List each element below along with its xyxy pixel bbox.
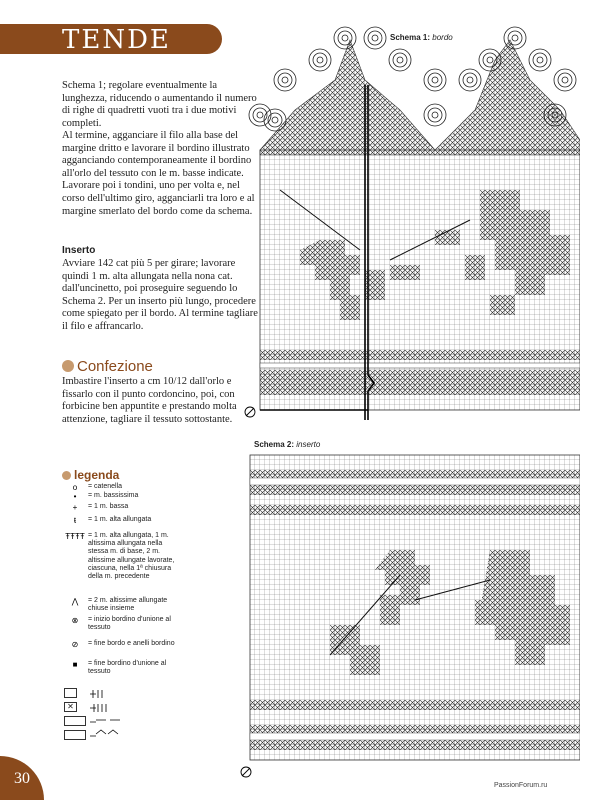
- ring-mark: [428, 73, 442, 87]
- ring-mark: [512, 35, 518, 41]
- legend-symbol: ⊘: [71, 640, 79, 649]
- ring-mark: [533, 53, 547, 67]
- legend-heading-label: legenda: [74, 468, 120, 482]
- title-bar: [0, 24, 222, 54]
- legend-symbol: •: [73, 492, 77, 501]
- legend-symbol: o: [72, 483, 78, 492]
- schema1-chart: [240, 20, 580, 420]
- legend-text: = catenella: [88, 483, 123, 490]
- watermark: PassionForum.ru: [494, 782, 548, 789]
- wide-rectangle-icon: [64, 716, 86, 726]
- ring-mark: [432, 77, 438, 83]
- confezione-heading-label: Confezione: [77, 358, 153, 375]
- legend-symbol: ⋀: [71, 597, 79, 606]
- insert-text: Avviare 142 cat più 5 per girare; lavorare quindi 1 m. alta allungata nella nona cat. dall'uncinetto, poi proseguire seguendo lo Schema 2. Per un inserto più lungo, procedere come spiegato per il bordo. Al termine tagliare il filo e affrancarlo.: [62, 258, 258, 332]
- ring-mark: [257, 112, 263, 118]
- ring-mark: [562, 77, 568, 83]
- legend-text: = 1 m. bassa: [88, 503, 129, 510]
- ring-mark: [393, 53, 407, 67]
- legend-symbol: ⊗: [71, 616, 79, 625]
- ring-mark: [508, 31, 522, 45]
- ring-mark: [537, 57, 543, 63]
- ring-mark: [558, 73, 572, 87]
- ring-mark: [432, 112, 438, 118]
- ring-mark: [428, 108, 442, 122]
- ring-mark: [424, 104, 446, 126]
- ring-mark: [463, 73, 477, 87]
- confezione-heading: [62, 358, 153, 375]
- legend-text: = 2 m. altissime allungate chiuse insieme: [88, 597, 168, 613]
- ring-mark: [249, 104, 271, 126]
- legend-symbol: ŦŦŦŦ: [65, 532, 85, 541]
- legend-symbol: +: [72, 503, 78, 512]
- legend-text: = m. bassissima: [88, 492, 139, 499]
- ring-mark: [274, 69, 296, 91]
- ring-mark: [278, 73, 292, 87]
- insert-heading: Inserto: [62, 245, 96, 256]
- stitch-symbols: [84, 684, 184, 754]
- ring-mark: [272, 117, 278, 123]
- page-title: TENDE: [62, 25, 171, 55]
- ring-mark: [424, 69, 446, 91]
- legend-text: = inizio bordino d'unione al tessuto: [88, 616, 171, 632]
- schema2-label: [254, 440, 320, 449]
- ring-mark: [467, 77, 473, 83]
- ring-mark: [504, 27, 526, 49]
- v-rectangle-icon: [64, 730, 86, 740]
- ring-mark: [372, 35, 378, 41]
- schema2-label-bold: Schema 2:: [254, 440, 295, 449]
- ring-mark: [459, 69, 481, 91]
- legend-text: = fine bordo e anelli bordino: [88, 640, 175, 647]
- schema2-chart: [240, 450, 580, 790]
- legend-symbol: ŧ: [73, 516, 77, 525]
- ring-mark: [342, 35, 348, 41]
- ring-mark: [338, 31, 352, 45]
- ring-mark: [368, 31, 382, 45]
- ring-mark: [554, 69, 576, 91]
- ring-mark: [364, 27, 386, 49]
- ring-mark: [264, 109, 286, 131]
- ring-mark: [309, 49, 331, 71]
- schema1-label-italic: bordo: [432, 33, 453, 42]
- bullet-dot-icon: [62, 360, 74, 372]
- ring-mark: [487, 57, 493, 63]
- bullet-dot-icon: [62, 471, 71, 480]
- schema1-label-bold: Schema 1:: [390, 33, 431, 42]
- ring-mark: [389, 49, 411, 71]
- legend-heading: [62, 468, 119, 482]
- ring-mark: [529, 49, 551, 71]
- ring-mark: [313, 53, 327, 67]
- ring-mark: [282, 77, 288, 83]
- legend-text: = 1 m. alta allungata, 1 m. altissima allungata nella stessa m. di base, 2 m. altissime allungate lavorate, ciascuna, nella 1ª chiusura della m. precedente: [88, 532, 175, 581]
- legend-text: = 1 m. alta allungata: [88, 516, 152, 523]
- empty-square-icon: [64, 688, 77, 698]
- intro-text: Schema 1; regolare eventualmente la lunghezza, riducendo o aumentando il numero di righe di quadretti vuoti tra i due motivi completi.: [62, 80, 257, 129]
- confezione-text: Imbastire l'inserto a cm 10/12 dall'orlo e fissarlo con il punto cordoncino, poi, con forbicine ben appuntite e prestando molta attenzione, tagliare il tessuto sottostante.: [62, 376, 237, 425]
- legend-symbol: ■: [72, 660, 78, 669]
- schema2-label-italic: inserto: [296, 440, 321, 449]
- finish-text: Al termine, agganciare il filo alla base del margine dritto e lavorare il bordino illustrato agganciando contemporaneamente il bordino all'orlo del tessuto con le m. basse indicate. Lavorare poi i tondini, uno per volta e, nel corso dell'ultimo giro, agganciarli tra loro e al margine smerlato del bordo come da schema.: [62, 130, 255, 217]
- ring-mark: [317, 57, 323, 63]
- ring-mark: [334, 27, 356, 49]
- page-number-tab: [0, 756, 44, 800]
- page-number: 30: [14, 770, 30, 787]
- ring-mark: [397, 57, 403, 63]
- legend-text: = fine bordino d'unione al tessuto: [88, 660, 167, 676]
- cross-square-icon: ✕: [64, 702, 77, 712]
